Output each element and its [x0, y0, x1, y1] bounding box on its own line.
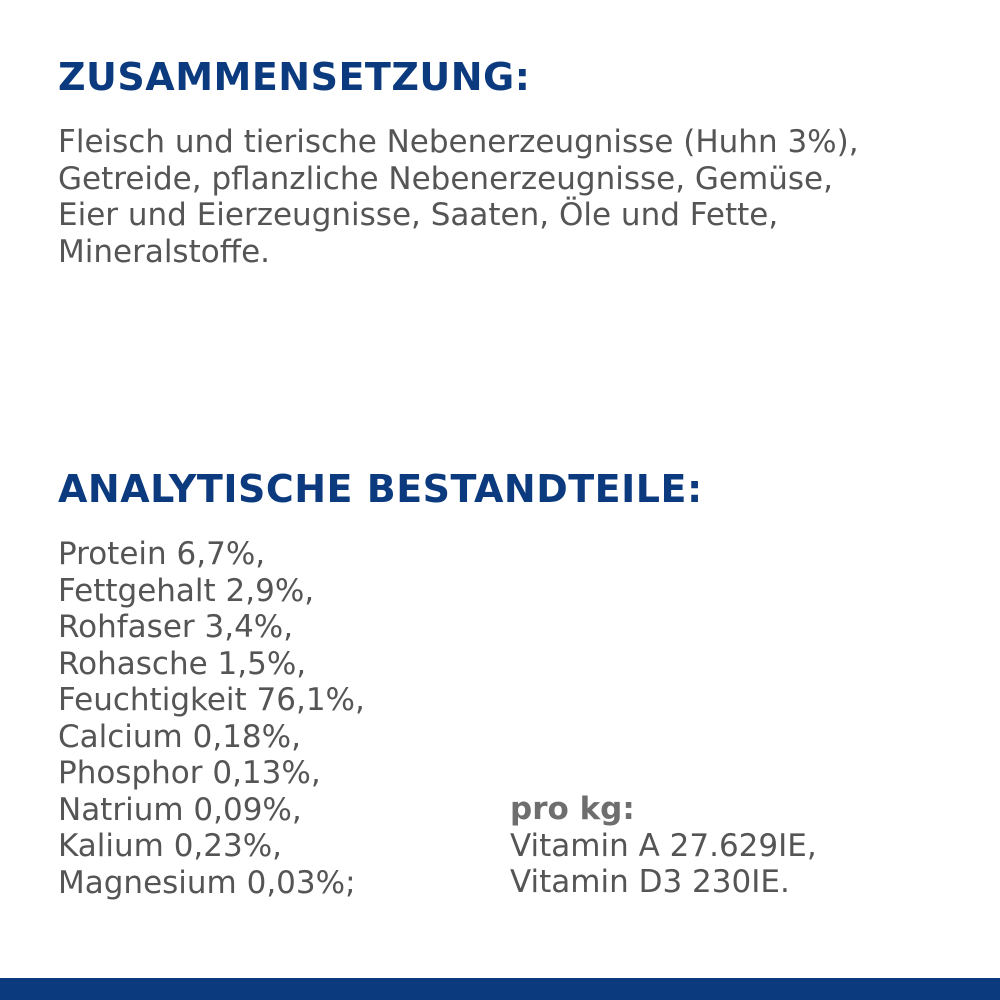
analysis-item: Kalium 0,23%,: [58, 828, 283, 864]
composition-text: [58, 124, 978, 270]
analysis-item: Feuchtigkeit 76,1%,: [58, 682, 365, 718]
analysis-item: Rohfaser 3,4%,: [58, 609, 294, 645]
vitamin-item: Vitamin A 27.629IE,: [510, 827, 817, 864]
vitamin-item: Vitamin D3 230IE.: [510, 864, 790, 900]
analysis-item: Fettgehalt 2,9%,: [58, 572, 315, 609]
analysis-item: Phosphor 0,13%,: [58, 755, 321, 791]
composition-heading: ZUSAMMENSETZUNG:: [58, 55, 531, 99]
analysis-item: Natrium 0,09%,: [58, 791, 302, 828]
vitamins-label: pro kg:: [510, 791, 635, 827]
composition-line: Fleisch und tierische Nebenerzeugnisse (Huhn 3%),: [58, 124, 859, 160]
analysis-heading: ANALYTISCHE BESTANDTEILE:: [58, 467, 703, 511]
composition-line: Getreide, pflanzliche Nebenerzeugnisse, Gemüse,: [58, 160, 833, 197]
composition-line: Eier und Eierzeugnisse, Saaten, Öle und Fette,: [58, 197, 779, 233]
analysis-item: Calcium 0,18%,: [58, 718, 301, 755]
vitamins-block: [510, 791, 817, 901]
analysis-item: Magnesium 0,03%;: [58, 864, 356, 901]
composition-line: Mineralstoffe.: [58, 233, 270, 270]
footer-bar: [0, 978, 1000, 1000]
analysis-item: Rohasche 1,5%,: [58, 645, 307, 682]
analysis-list: [58, 536, 365, 901]
analysis-item: Protein 6,7%,: [58, 536, 266, 572]
